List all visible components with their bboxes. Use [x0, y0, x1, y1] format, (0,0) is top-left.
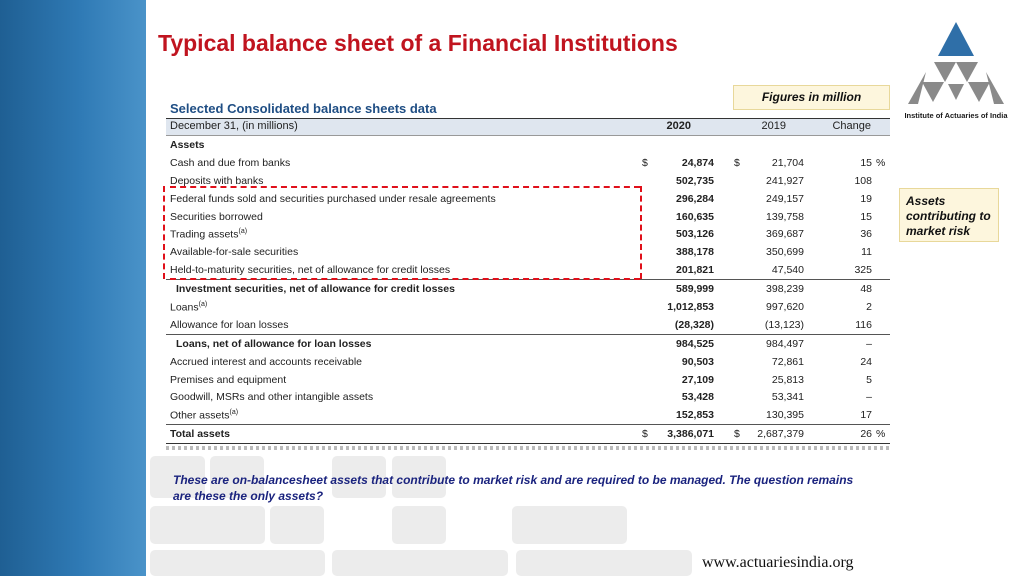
value-change: 48: [860, 283, 872, 296]
table-row: [166, 279, 890, 298]
risk-highlight-bottom: [170, 278, 640, 280]
currency-2019: $: [734, 156, 740, 169]
value-change: 11: [861, 246, 872, 259]
row-label: Total assets: [170, 428, 230, 441]
table-header: [166, 118, 890, 136]
header-year-2020: 2020: [666, 120, 691, 132]
row-label: Goodwill, MSRs and other intangible assets: [170, 391, 374, 404]
value-2019: 398,239: [766, 283, 804, 296]
logo-emblem-icon: [904, 20, 1008, 110]
value-2019: 984,497: [766, 337, 804, 350]
value-change: 26: [860, 428, 872, 441]
value-change: 2: [866, 301, 872, 314]
value-2019: 139,758: [766, 210, 804, 223]
value-change: 36: [860, 228, 872, 241]
value-2020: 27,109: [681, 373, 714, 386]
row-label: Federal funds sold and securities purchased under resale agreements: [170, 192, 496, 205]
currency-2020: $: [642, 428, 648, 441]
value-change: 108: [854, 174, 872, 187]
value-2020: 152,853: [676, 409, 714, 422]
value-change: 17: [860, 409, 872, 422]
value-2020: 502,735: [676, 174, 714, 187]
row-label: Other assets: [170, 409, 230, 422]
row-label: Allowance for loan losses: [170, 318, 289, 331]
value-2020: 388,178: [676, 246, 714, 259]
value-2019: 53,341: [771, 391, 804, 404]
row-label: Assets: [170, 139, 205, 151]
header-year-2019: 2019: [761, 120, 786, 132]
row-label: Premises and equipment: [170, 373, 287, 386]
value-2019: 997,620: [766, 301, 804, 314]
risk-highlight-left: [163, 186, 643, 279]
value-change: 5: [866, 373, 872, 386]
row-label: Trading assets: [170, 228, 239, 241]
row-label: Deposits with banks: [170, 174, 264, 187]
value-2019: (13,123): [764, 318, 804, 331]
value-2019: 249,157: [766, 192, 804, 205]
table-title: Selected Consolidated balance sheets data: [170, 101, 437, 116]
table-body: [166, 136, 890, 444]
row-label: Securities borrowed: [170, 210, 263, 223]
table-row: [166, 298, 890, 316]
header-period-label: December 31, (in millions): [170, 120, 298, 132]
table-row: [166, 406, 890, 424]
left-decorative-band: [0, 0, 146, 576]
percent-sign: %: [876, 428, 886, 441]
assets-market-risk-callout: Assets contributing to market risk: [899, 188, 999, 242]
table-footnote-strip: [166, 446, 890, 450]
value-change: 24: [860, 355, 872, 368]
value-2019: 350,699: [766, 246, 804, 259]
row-label-wrap: [170, 301, 207, 314]
value-2020: 90,503: [681, 355, 714, 368]
value-2020: 53,428: [681, 391, 714, 404]
value-2019: 72,861: [771, 355, 804, 368]
row-label: Loans, net of allowance for loan losses: [176, 337, 372, 350]
commentary-note: These are on-balancesheet assets that contribute to market risk and are required to be managed. The question remains are these the only assets?: [173, 473, 854, 503]
footnote-marker: (a): [229, 409, 239, 417]
value-2020: 1,012,853: [667, 301, 714, 314]
row-label: Held-to-maturity securities, net of allowance for credit losses: [170, 264, 451, 277]
value-2019: 130,395: [766, 409, 804, 422]
value-2019: 369,687: [766, 228, 804, 241]
footnote-marker: (a): [198, 301, 208, 309]
figures-unit-callout: Figures in million: [733, 85, 890, 110]
value-2020: 589,999: [676, 283, 714, 296]
value-2020: 296,284: [676, 192, 714, 205]
value-2019: 241,927: [766, 174, 804, 187]
row-label: Loans: [170, 301, 199, 314]
currency-2020: $: [642, 156, 648, 169]
risk-highlight-right: [640, 186, 642, 279]
row-label: Investment securities, net of allowance for credit losses: [176, 283, 455, 296]
value-2019: 25,813: [771, 373, 804, 386]
institute-logo: [904, 20, 1008, 130]
table-row: [166, 316, 890, 334]
value-2020: 984,525: [676, 337, 714, 350]
value-2019: 2,687,379: [757, 428, 804, 441]
value-2020: 3,386,071: [667, 428, 714, 441]
table-row: [166, 353, 890, 371]
value-change: 116: [855, 318, 872, 331]
table-row: [166, 424, 890, 444]
header-change: Change: [832, 120, 871, 132]
value-change: –: [866, 337, 872, 350]
row-label: Available-for-sale securities: [170, 246, 299, 259]
value-2019: 47,540: [771, 264, 804, 277]
row-label-wrap: [170, 409, 238, 422]
value-2020: (28,328): [674, 318, 714, 331]
background-tiles: [146, 440, 1024, 576]
value-2019: 21,704: [771, 156, 804, 169]
table-row: [166, 136, 890, 154]
table-row: [166, 371, 890, 389]
table-row: [166, 388, 890, 406]
row-label: Cash and due from banks: [170, 156, 291, 169]
value-change: –: [866, 391, 872, 404]
logo-caption: Institute of Actuaries of India: [904, 111, 1008, 120]
value-change: 19: [860, 192, 872, 205]
page-title: Typical balance sheet of a Financial Institutions: [158, 30, 678, 56]
currency-2019: $: [734, 428, 740, 441]
value-change: 325: [854, 264, 872, 277]
footnote-marker: (a): [238, 228, 248, 236]
value-2020: 160,635: [676, 210, 714, 223]
website-url[interactable]: www.actuariesindia.org: [702, 554, 854, 571]
row-label: Accrued interest and accounts receivable: [170, 355, 363, 368]
value-2020: 503,126: [676, 228, 714, 241]
percent-sign: %: [876, 156, 886, 169]
table-row: [166, 154, 890, 172]
value-change: 15: [860, 156, 872, 169]
table-row: [166, 334, 890, 353]
value-2020: 201,821: [676, 264, 714, 277]
value-change: 15: [860, 210, 872, 223]
value-2020: 24,874: [681, 156, 714, 169]
